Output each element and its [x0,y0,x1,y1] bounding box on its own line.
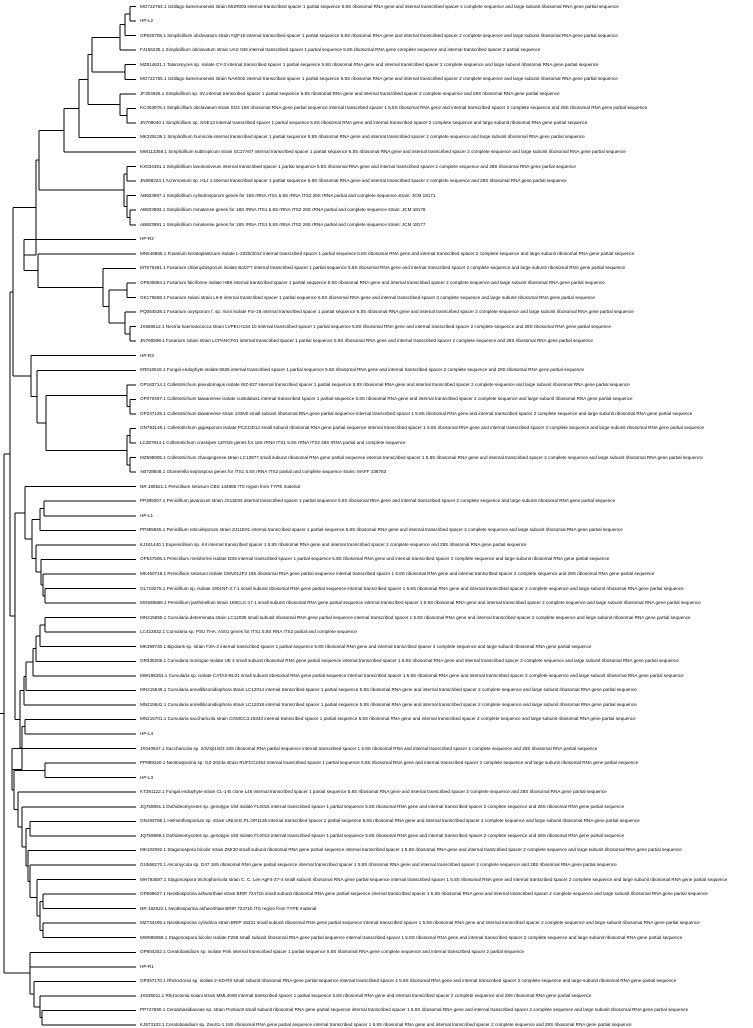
reference-leaf-label: MZ595905.1 Colletotrichum zhaoqingense strain LC13877 small subunit ribosomal RNA gene partial sequence internal transcribed spacer 1 5.8S ribosomal RNA gene and internal transcribed spacer 2 complete sequence and large subunit ribosomal RNA gene partial sequence [140,454,703,460]
reference-leaf-label: JX535011.1 Rhizoctonia solani strain MML4008 internal transcribed spacer 1 partial sequence 5.8S ribosomal RNA gene and internal transcribed spacer 2 complete sequence and 28S ribosomal RNA gene partial sequence [140,992,592,998]
reference-leaf-label: JF304626.1 Simplicillium sp. 3V internal transcribed spacer 1 partial sequence 5.8S ribosomal RNA gene and internal transcribed spacer 2 complete sequence and 28S ribosomal RNA gene partial sequence [140,90,560,96]
reference-leaf-label: JN709040.1 Simplicillium sp. SGE13 internal transcribed spacer 1 partial sequence 5.8S ribosomal RNA gene and internal transcribed spacer 2 complete sequence and large subunit ribosomal RNA gene partial sequence [140,119,588,125]
reference-leaf-label: MN215701.1 Curvularia saccharicola strain CGMCC3.19344 internal transcribed spacer 1 partial sequence 5.8S ribosomal RNA gene and internal transcribed spacer 2 complete sequence and large subunit ribosomal RNA gene partial sequence [140,716,636,722]
reference-leaf-label: KC403979.1 Simplicillium obclavatum strain SO2 18S ribosomal RNA gene partial sequence internal transcribed spacer 1 5.8S ribosomal RNA gene and internal transcribed spacer 2 complete sequence and 28S ribosomal RNA gene partial sequence [140,105,648,111]
reference-leaf-label: AB603997.1 Simplicillium cylindrosporum genes for 18S rRNA ITS1 5.8S rRNA ITS2 28S rRNA partial and complete sequence strain: JCM 18171 [140,192,436,198]
sample-leaf-label: HP-L1 [140,512,154,518]
reference-leaf-label: OP070497.1 Colletotrichum taiwanense isolate custulatus1 internal transcribed spacer 1 partial sequence 5.8S ribosomal RNA gene and internal transcribed spacer 2 complete sequence and large subunit ribosomal RNA gene partial sequence [140,396,633,402]
reference-leaf-label: MG722764.1 Ustilago kamerunensis strain MUR003 internal transcribed spacer 1 partial sequence 5.8S ribosomal RNA gene and internal transcribed spacer 2 complete sequence and large subunit ribosomal RNA gene partial sequence [140,3,619,9]
reference-leaf-label: LC387814.1 Colletotrichum crassipes 11F015 genes for 18S rRNA ITS1 5.8S rRNA ITS2 28S rRNA partial and complete sequence [140,440,406,445]
reference-leaf-label: MN215642.1 Curvularia annelliticonidiophora strain LC12018 internal transcribed spacer 1 partial sequence 5.8S ribosomal RNA gene and internal transcribed spacer 2 complete sequence and large subunit ribosomal RNA gene partial sequence [140,701,637,707]
sample-leaf-label: HP-R3 [140,352,154,358]
reference-leaf-label: MW113358.1 Simplicillium subtropicum strain SC27A07 internal transcribed spacer 1 partial sequence 5.8S ribosomal RNA gene and internal transcribed spacer 2 complete sequence and large subunit ribosomal RNA gene partial sequence [140,149,626,154]
reference-leaf-label: OP237129.1 Colletotrichum taiwanense strain 133N0 small subunit ribosomal RNA gene partial sequence internal transcribed spacer 1 5.8S ribosomal RNA gene and internal transcribed spacer 2 complete sequence and large subunit ribosomal RNA gene partial sequence [140,410,693,416]
reference-leaf-label: ON793146.1 Colletotrichum gigasporum isolate PCZJJD12 small subunit ribosomal RNA gene partial sequence internal transcribed spacer 1 5.8S ribosomal RNA gene and internal transcribed spacer 2 complete sequence and large subunit ribosomal RNA gene partial sequence [140,425,705,431]
reference-leaf-label: OP547506.1 Penicillium meloforme isolate DS8 internal transcribed spacer 1 partial sequence 5.8S ribosomal RNA gene and internal transcribed spacer 2 complete sequence and large subunit ribosomal RNA gene partial sequence [140,556,610,562]
reference-leaf-label: MZ734405.1 Neottiosporina cylindrica strain BRIP 16231 small subunit ribosomal RNA gene partial sequence internal transcribed spacer 1 5.8S ribosomal RNA gene and internal transcribed spacer 2 complete sequence and large subunit ribosomal RNA gene partial sequence [140,920,700,926]
reference-leaf-label: JQ759889.1 Dothideomycetes sp. genotype 193 isolate FL0013 internal transcribed spacer 1 partial sequence 5.8S ribosomal RNA gene and internal transcribed spacer 2 complete sequence and 28S ribosomal RNA gene partial sequence [140,832,625,838]
reference-leaf-label: OP163714.1 Colletotrichum pseudomajus isolate WZ-837 internal transcribed spacer 1 partial sequence 5.8S ribosomal RNA gene and internal transcribed spacer 2 complete sequence and large subunit ribosomal RNA gene partial sequence [140,381,630,387]
reference-leaf-label: FJ156235.1 Simplicillium obclavatum strain UAS 046 internal transcribed spacer 1 partial sequence 5.8S ribosomal RNA gene complete sequence and internal transcribed spacer 2 partial sequence [140,47,541,53]
reference-leaf-label: MG938869.1 Penicillium janthinellum strain 168CLC-17.1 small subunit ribosomal RNA gene partial sequence internal transcribed spacer 1 5.8S ribosomal RNA gene and internal transcribed spacer 2 complete sequence and large subunit ribosomal RNA gene partial sequence [140,600,701,606]
reference-leaf-label: MK329136.1 Simplicillium humicola internal transcribed spacer 1 partial sequence 5.8S ribosomal RNA gene and internal transcribed spacer 2 complete sequence and large subunit ribosomal RNA gene partial sequence [140,134,585,140]
sample-leaf-label: HP-L3 [140,774,154,780]
reference-leaf-label: MN215646.1 Curvularia annelliticonidiophora strain LC12014 internal transcribed spacer 1 partial sequence 5.8S ribosomal RNA gene and internal transcribed spacer 2 complete sequence and large subunit ribosomal RNA gene partial sequence [140,687,637,693]
reference-leaf-label: PP989220.1 Neottiosporina sp. GZ-2024a strain RUFCC2454 internal transcribed spacer 1 partial sequence 5.8S ribosomal RNA gene and internal transcribed spacer 2 complete sequence and large subunit ribosomal RNA gene partial sequence [140,760,639,766]
reference-leaf-label: PP385067.1 Penicillium javanicum strain JX11E03 internal transcribed spacer 1 partial sequence 5.8S ribosomal RNA gene and internal transcribed spacer 2 complete sequence and large subunit ribosomal RNA gene partial sequence [140,498,616,504]
reference-leaf-label: JQ759891.1 Dothideomycetes sp. genotype 194 isolate FL0015 internal transcribed spacer 1 partial sequence 5.8S ribosomal RNA gene and internal transcribed spacer 2 complete sequence and 28S ribosomal RNA gene partial sequence [140,803,625,809]
sample-leaf-label: HP-R1 [140,963,154,969]
reference-leaf-label: OP630864.1 Fusarium falciforme isolate HB9 internal transcribed spacer 1 partial sequence 5.8S ribosomal RNA gene and internal transcribed spacer 2 complete sequence and large subunit ribosomal RNA gene partial sequence [140,279,605,285]
reference-leaf-label: PP747690.1 Ceratobasidiaceae sp. strain Pontiac9 small subunit ribosomal RNA gene partial sequence internal transcribed spacer 1 5.8S ribosomal RNA gene and internal transcribed spacer 2 complete sequence and large subunit ribosomal RNA gene partial sequence [140,1007,688,1013]
reference-leaf-label: PP385655.1 Penicillium reticulisporum strain ZJ11E01 internal transcribed spacer 1 partial sequence 5.8S ribosomal RNA gene and internal transcribed spacer 2 complete sequence and large subunit ribosomal RNA gene partial sequence [140,527,623,533]
reference-leaf-label: ON193785.1 Helminthosporium sp. strain UNIJAG.PL.OP1135 internal transcribed spacer 1 partial sequence 5.8S ribosomal RNA gene and internal transcribed spacer 2 complete sequence and large subunit ribosomal RNA gene partial sequence [140,818,640,824]
reference-leaf-label: JX040847.1 Saccharicola sp. 2/S/Sj/1/6/3 18S ribosomal RNA partial sequence internal transcribed spacer 1 5.8S ribosomal RNA and internal transcribed spacer 2 complete sequence and 28S ribosomal RNA partial sequence [140,745,598,751]
reference-leaf-label: MT075481.1 Fusarium chlamydosporum isolate BoCF7 internal transcribed spacer 1 partial sequence 5.8S ribosomal RNA gene and internal transcribed spacer 2 complete sequence and large subunit ribosomal RNA gene partial sequence [140,265,626,271]
reference-leaf-label: OP599627.1 Neottiosporina ashworthiae strain BRIP 72471b small subunit ribosomal RNA gene partial sequence internal transcribed spacer 1 5.8S ribosomal RNA gene and internal transcribed spacer 2 complete sequence and large subunit ribosomal RNA gene partial sequence [140,891,708,897]
reference-leaf-label: MW995559.1 Stagonospora bicolor isolate F259 small subunit ribosomal RNA gene partial sequence internal transcribed spacer 1 5.8S ribosomal RNA gene and internal transcribed spacer 2 complete sequence and large subunit ribosomal RNA gene partial sequence [140,934,683,940]
reference-leaf-label: MN215655.1 Curvularia determinata strain LC12035 small subunit ribosomal RNA gene partial sequence internal transcribed spacer 1 5.8S ribosomal RNA gene and internal transcribed spacer 2 complete sequence and large subunit ribosomal RNA gene partial sequence [140,614,691,620]
reference-leaf-label: GU566270.1 Ascomycota sp. G47 18S ribosomal RNA gene partial sequence internal transcribed spacer 1 5.8S ribosomal RNA gene and internal transcribed spacer 2 complete sequence and 28S ribosomal RNA gene partial sequence [140,861,617,867]
reference-leaf-label: MK102692.1 Stagonospora bicolor strain ZMr20 small subunit ribosomal RNA gene partial sequence internal transcribed spacer 1 5.8S ribosomal RNA gene and internal transcribed spacer 2 complete sequence and large subunit ribosomal RNA gene partial sequence [140,847,682,853]
reference-leaf-label: KR016518.1 Fungal endophyte isolate 6636 internal transcribed spacer 1 partial sequence 5.8S ribosomal RNA gene and internal transcribed spacer 2 complete sequence and 28S ribosomal RNA gene partial sequence [140,367,585,373]
reference-leaf-label: AB738848.1 Glomerella septospora genes for ITS1 5.8S rRNA ITS2 partial and complete sequence strain: MAFF 238783 [140,469,387,475]
reference-leaf-label: KT291122.1 Fungal endophyte strain CL-1-B clone L46 internal transcribed spacer 1 partial sequence 5.8S ribosomal RNA gene and internal transcribed spacer 2 complete sequence and 28S ribosomal RNA gene partial sequence [140,789,607,795]
reference-leaf-label: MK450718.1 Penicillium setosum isolate CMV012F3 18S ribosomal RNA gene partial sequence internal transcribed spacer 1 5.8S ribosomal RNA gene and internal transcribed spacer 2 complete sequence and 28S ribosomal RNA gene partial sequence [140,570,655,576]
reference-leaf-label: OR335205.1 Curvularia moringae isolate UE 4 small subunit ribosomal RNA gene partial sequence internal transcribed spacer 1 5.8S ribosomal RNA gene and internal transcribed spacer 2 complete sequence and large subunit ribosomal RNA gene partial sequence [140,658,679,664]
sample-leaf-label: HP-R2 [140,236,154,242]
reference-leaf-label: NR 182622.1 Neottiosporina ashworthiae BRIP 72471b ITS region from TYPE material [140,905,317,911]
reference-leaf-label: MZ814621.1 Talaromyces sp. isolate CY-3 internal transcribed spacer 1 partial sequence 5.8S ribosomal RNA gene and internal transcribed spacer 2 complete sequence and large subunit ribosomal RNA gene partial sequence [140,61,599,67]
reference-leaf-label: OP020708.1 Simplicillium obclavatum strain AQF16 internal transcribed spacer 1 partial sequence 5.8S ribosomal RNA gene and internal transcribed spacer 2 complete sequence and large subunit ribosomal RNA gene partial sequence [140,32,618,38]
reference-leaf-label: MK399730.1 Bipolaris sp. strain FZA-2 internal transcribed spacer 1 partial sequence 5.8S ribosomal RNA gene and internal transcribed spacer 2 complete sequence and large subunit ribosomal RNA gene partial sequence [140,643,592,649]
reference-leaf-label: OK175558.1 Fusarium solani strain L6-8 internal transcribed spacer 1 partial sequence 5.8S ribosomal RNA gene and internal transcribed spacer 2 complete sequence and large subunit ribosomal RNA gene partial sequence [140,294,596,300]
reference-leaf-label: MN540855.1 Fusarium keratoplasticum isolate L-2320/2012 internal transcribed spacer 1 partial sequence 5.8S ribosomal RNA gene and internal transcribed spacer 2 complete sequence and large subunit ribosomal RNA gene partial sequence [140,250,635,256]
sample-leaf-label: HP-L4 [140,731,154,736]
reference-leaf-label: MG722755.1 Ustilago kamerunensis strain NAK002 internal transcribed spacer 1 partial sequence 5.8S ribosomal RNA gene and internal transcribed spacer 2 complete sequence and large subunit ribosomal RNA gene partial sequence [140,76,618,82]
reference-leaf-label: JN088224.1 Acremonium sp. HLJ 1 internal transcribed spacer 1 partial sequence 5.8S ribosomal RNA gene and internal transcribed spacer 2 complete sequence and 28S ribosomal RNA gene partial sequence [140,178,567,184]
reference-leaf-label: OP604252.1 Ceratobasidium sp. isolate Pink internal transcribed spacer 1 partial sequence 5.8S ribosomal RNA gene complete sequence and internal transcribed spacer 2 partial sequence [140,949,525,955]
reference-leaf-label: MH793587.1 Stagonospora trichophoricola strain C. C. Lee AgF4-27-4 small subunit ribosomal RNA gene partial sequence internal transcribed spacer 1 5.8S ribosomal RNA gene and internal transcribed spacer 2 complete sequence and large subunit ribosomal RNA gene partial sequence [140,876,728,882]
reference-leaf-label: PQ064539.1 Fusarium oxysporum f. sp. ricini isolate For-18 internal transcribed spacer 1 partial sequence 5.8S ribosomal RNA gene and internal transcribed spacer 2 complete sequence and large subunit ribosomal RNA gene partial sequence [140,309,634,315]
sample-leaf-label: HP-L2 [140,18,154,24]
reference-leaf-label: JX868612.1 Nectria haematococca strain LVPEI.H134 10 internal transcribed spacer 1 partial sequence 5.8S ribosomal RNA gene and internal transcribed spacer 2 complete sequence and 28S ribosomal RNA gene partial sequence [140,323,612,329]
reference-leaf-label: KJ573103.1 Ceratobasidium sp. ZeuS1-1 18S ribosomal RNA gene partial sequence internal transcribed spacer 1 5.8S ribosomal RNA gene and internal transcribed spacer 2 complete sequence and 28S ribosomal RNA gene partial sequence [140,1022,632,1027]
reference-leaf-label: OL719275.1 Penicillium sp. isolate 1901NT-3.7.1 small subunit ribosomal RNA gene partial sequence internal transcribed spacer 1 5.8S ribosomal RNA gene and internal transcribed spacer 2 complete sequence and large subunit ribosomal RNA gene partial sequence [140,585,684,591]
reference-leaf-label: NR 185521.1 Penicillium setosum CBS 144865 ITS region from TYPE material [140,483,301,489]
reference-leaf-label: LC422832.1 Curvularia sp. PSU THA :AS01 genes for ITS1 5.8S RNA ITS2 partial and complete sequence [140,629,357,635]
reference-leaf-label: AB603991.1 Simplicillium minatense genes for 18S rRNA ITS1 5.8S rRNA ITS2 28S rRNA partial and complete sequence strain: JCM 18177 [140,221,426,227]
reference-leaf-label: MW186253.1 Curvularia sp. isolate CATAS-BL01 small subunit ribosomal RNA gene partial sequence internal transcribed spacer 1 5.8S ribosomal RNA gene and internal transcribed spacer 2 complete sequence and large subunit ribosomal RNA gene partial sequence [140,672,684,678]
reference-leaf-label: JN786598.1 Fusarium solani strain LCPANCF01 internal transcribed spacer 1 partial sequence 5.8S ribosomal RNA gene and internal transcribed spacer 2 complete sequence and 28S ribosomal RNA gene partial sequence [140,338,593,344]
reference-leaf-label: KX034391.1 Simplicillium lanosoniveum internal transcribed spacer 1 partial sequence 5.8S ribosomal RNA gene and internal transcribed spacer 2 complete sequence and 28S ribosomal RNA gene partial sequence [140,163,576,169]
reference-leaf-label: KJ191440.1 Eupenicillium sp. K4 internal transcribed spacer 1 5.8S ribosomal RNA gene and internal transcribed spacer 2 complete sequence and 28S ribosomal RNA gene partial sequence [140,541,527,547]
reference-leaf-label: OP357170.1 Rhizoctonia sp. isolate 2-SD-Rh small subunit ribosomal RNA gene partial sequence internal transcribed spacer 1 5.8S ribosomal RNA gene and internal transcribed spacer 2 complete sequence and large subunit ribosomal RNA gene partial sequence [140,978,677,984]
reference-leaf-label: AB603993.1 Simplicillium minatense genes for 18S rRNA ITS1 5.8S rRNA ITS2 28S rRNA partial and complete sequence strain: JCM 18178 [140,207,426,213]
